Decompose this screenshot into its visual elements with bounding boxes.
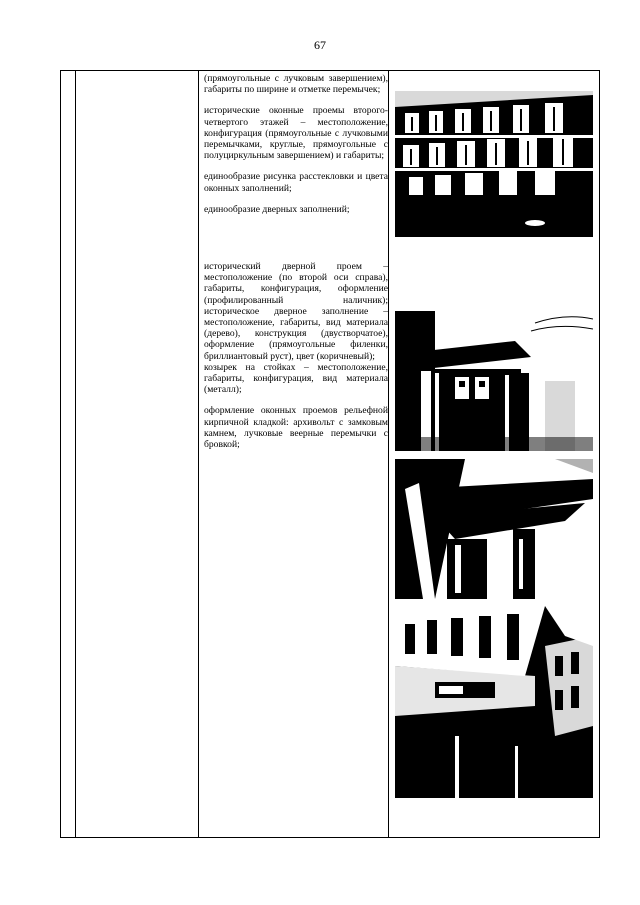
facade-windows-photo: [395, 73, 593, 237]
description-column: [204, 73, 388, 460]
description-paragraph: исторические оконные проемы второго-четвертого этажей – местоположение, конфигурация (прямоугольные с лучковыми перемычками, круглые, прямоугольные с полуциркульным завершением) и габариты;: [204, 105, 388, 162]
description-paragraph: (прямоугольные с лучковым завершением), габариты по ширине и отметке перемычек;: [204, 73, 388, 96]
column-divider: [198, 71, 199, 837]
entrance-canopy-photo: [395, 311, 593, 451]
canopy-detail-photo: [395, 459, 593, 599]
column-divider: [75, 71, 76, 837]
description-paragraph: оформление оконных проемов рельефной кирпичной кладкой: архивольт с замковым камнем, лучковые веерные перемычки с бровкой;: [204, 405, 388, 451]
monument-table: [60, 70, 600, 838]
description-paragraph: единообразие дверных заполнений;: [204, 203, 350, 215]
facade-side-photo: [395, 606, 593, 798]
description-paragraph: единообразие рисунка расстекловки и цвета оконных заполнений;: [204, 171, 388, 194]
description-paragraph: исторический дверной проем – местоположение (по второй оси справа), габариты, конфигурация, оформление (профилированный наличник); историческое дверное заполнение – местоположение, габариты, вид материала (дерево), конструкция (двустворчатое), оформление (прямоугольные филенки, бриллиантовый руст), цвет (коричневый);: [204, 261, 388, 362]
description-paragraph: козырек на стойках – местоположение, габариты, конфигурация, вид материала (металл);: [204, 361, 388, 396]
column-divider: [388, 71, 389, 837]
page-number: 67: [314, 38, 326, 52]
